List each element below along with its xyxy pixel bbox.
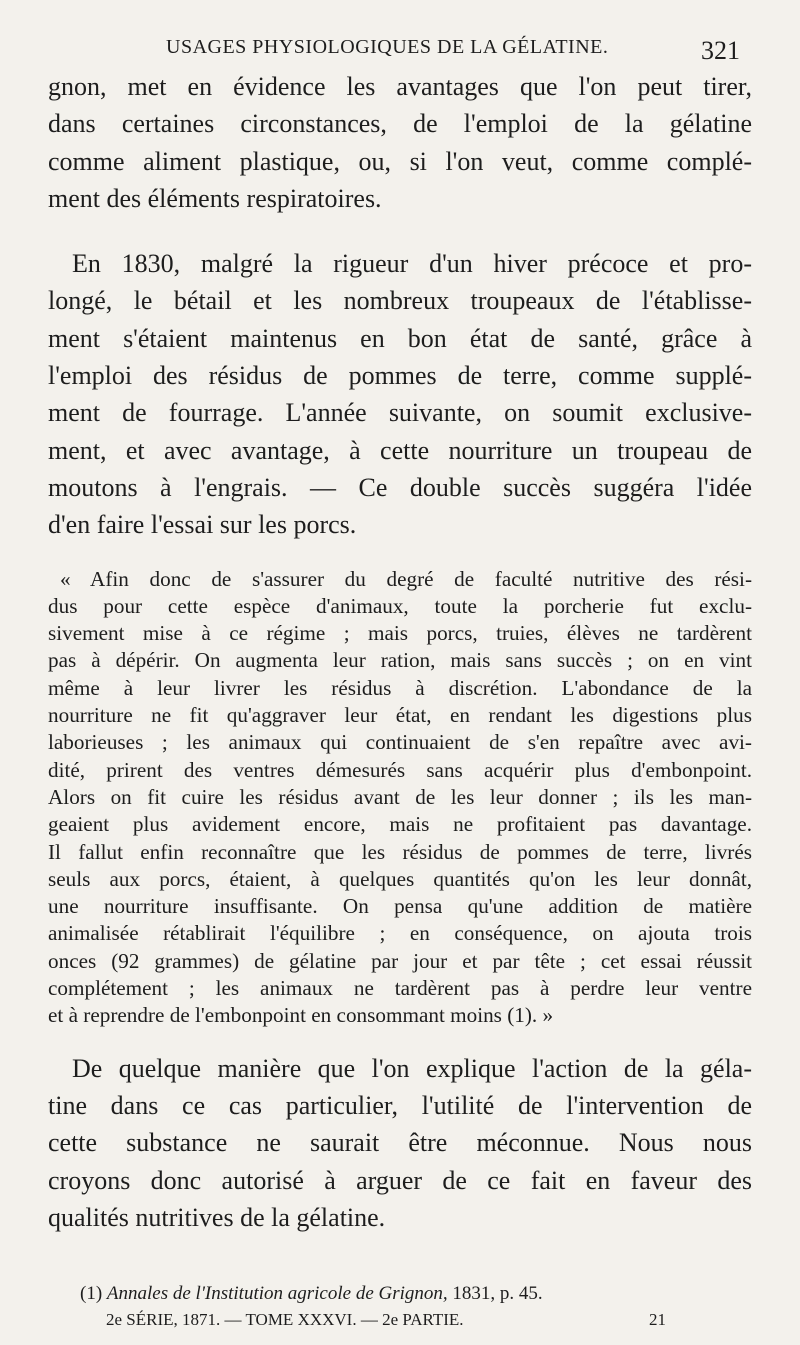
- paragraph-1-line: gnon, met en évidence les avantages que l'on peut tirer,: [48, 72, 752, 101]
- paragraph-2-line: l'emploi des résidus de pommes de terre, comme supplé-: [48, 361, 752, 391]
- quote-line: dité, prirent des ventres démesurés sans acquérir plus d'embonpoint.: [48, 757, 752, 782]
- quote-line: seuls aux porcs, étaient, à quelques quantités qu'on les leur donnât,: [48, 866, 752, 891]
- quote-line: « Afin donc de s'assurer du degré de faculté nutritive des rési-: [60, 566, 752, 591]
- paragraph-2-line: ment de fourrage. L'année suivante, on soumit exclusive-: [48, 398, 752, 428]
- signature-series: 2e SÉRIE, 1871. — TOME XXXVI. — 2e PARTIE.: [106, 1310, 464, 1330]
- footnote-source: Annales de l'Institution agricole de Grignon,: [106, 1283, 448, 1305]
- paragraph-3-line: croyons donc autorisé à arguer de ce fait en faveur des: [48, 1165, 752, 1195]
- quote-line: geaient plus avidement encore, mais ne profitaient pas davantage.: [48, 812, 752, 837]
- paragraph-1-line: dans certaines circonstances, de l'emploi de la gélatine: [48, 109, 752, 139]
- footnote-marker: (1): [80, 1283, 103, 1305]
- running-head: [48, 28, 752, 68]
- quote-line: même à leur livrer les résidus à discrétion. L'abondance de la: [48, 675, 752, 700]
- quote-line: nourriture ne fit qu'aggraver leur état, en rendant les digestions plus: [48, 703, 752, 728]
- paragraph-2-line: d'en faire l'essai sur les porcs.: [48, 510, 357, 540]
- paragraph-2: [48, 245, 752, 543]
- printer-signature: [48, 1310, 752, 1338]
- paragraph-2-line: longé, le bétail et les nombreux troupeaux de l'établisse-: [48, 286, 752, 316]
- paragraph-1-line: comme aliment plastique, ou, si l'on veut, comme complé-: [48, 146, 752, 176]
- quote-line: Alors on fit cuire les résidus avant de les leur donner ; ils les man-: [48, 784, 752, 809]
- quote-line: laborieuses ; les animaux qui continuaient de s'en repaître avec avi-: [48, 730, 752, 755]
- paragraph-3: [48, 1050, 752, 1236]
- paragraph-3-line: tine dans ce cas particulier, l'utilité de l'intervention de: [48, 1090, 752, 1120]
- paragraph-1-line: ment des éléments respiratoires.: [48, 183, 382, 213]
- running-title: USAGES PHYSIOLOGIQUES DE LA GÉLATINE.: [166, 36, 609, 58]
- paragraph-3-line: cette substance ne saurait être méconnue. Nous nous: [48, 1128, 752, 1158]
- quote-line: onces (92 grammes) de gélatine par jour et par tête ; cet essai réussit: [48, 948, 752, 973]
- footnote-detail: 1831, p. 45.: [447, 1283, 543, 1305]
- page-number: 321: [701, 36, 740, 65]
- paragraph-2-line: ment, et avec avantage, à cette nourriture un troupeau de: [48, 435, 752, 465]
- quote-line: pas à dépérir. On augmenta leur ration, mais sans succès ; on en vint: [48, 648, 752, 673]
- paragraph-2-line: moutons à l'engrais. — Ce double succès suggéra l'idée: [48, 472, 752, 502]
- quote-line: et à reprendre de l'embonpoint en consommant moins (1). »: [48, 1003, 554, 1028]
- quote-line: complétement ; les animaux ne tardèrent pas à perdre leur ventre: [48, 976, 752, 1001]
- quote-line: dus pour cette espèce d'animaux, toute la porcherie fut exclu-: [48, 593, 752, 618]
- quote-line: sivement mise à ce régime ; mais porcs, truies, élèves ne tardèrent: [48, 621, 752, 646]
- quote-line: une nourriture insuffisante. On pensa qu'une addition de matière: [48, 894, 752, 919]
- footnote: [48, 1282, 752, 1306]
- paragraph-2-line: ment s'étaient maintenus en bon état de santé, grâce à: [48, 323, 752, 353]
- paragraph-1: [48, 68, 752, 217]
- block-quote: [48, 566, 752, 1030]
- signature-number: 21: [649, 1310, 666, 1330]
- paragraph-2-line: En 1830, malgré la rigueur d'un hiver précoce et pro-: [72, 249, 752, 279]
- quote-line: animalisée rétablirait l'équilibre ; en conséquence, on ajouta trois: [48, 921, 752, 946]
- paragraph-3-line: De quelque manière que l'on explique l'action de la géla-: [72, 1053, 752, 1083]
- quote-line: Il fallut enfin reconnaître que les résidus de pommes de terre, livrés: [48, 839, 752, 864]
- paragraph-3-line: qualités nutritives de la gélatine.: [48, 1202, 386, 1232]
